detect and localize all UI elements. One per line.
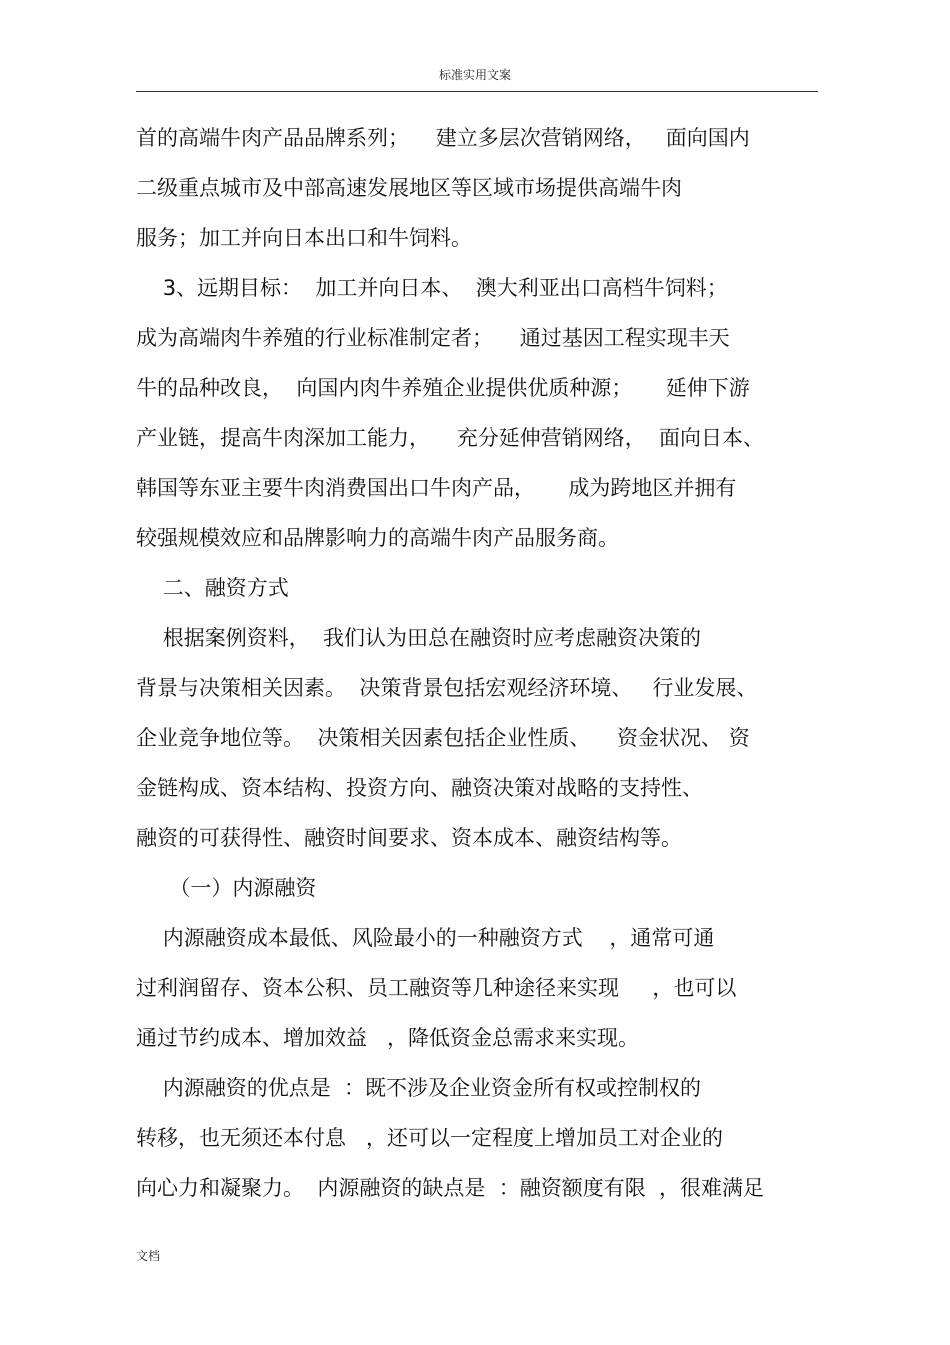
text-line: 内源融资的优点是 ：既不涉及企业资金所有权或控制权的 — [136, 1076, 702, 1100]
text-line: 通过节约成本、增加效益 ，降低资金总需求来实现。 — [136, 1026, 640, 1050]
text-line: 首的高端牛肉产品品牌系列； 建立多层次营销网络， 面向国内 — [136, 126, 750, 150]
text-line: 过利润留存、资本公积、员工融资等几种途径来实现 ，也可以 — [136, 976, 737, 1000]
text-line: 较强规模效应和品牌影响力的高端牛肉产品服务商。 — [136, 526, 619, 550]
text-line: 服务；加工并向日本出口和牛饲料。 — [136, 226, 472, 250]
header-divider — [136, 91, 818, 92]
section-heading: 二、融资方式 — [136, 576, 289, 600]
page-footer-label: 文档 — [136, 1249, 161, 1263]
text-line: 根据案例资料， 我们认为田总在融资时应考虑融资决策的 — [136, 626, 702, 650]
text-line: 企业竞争地位等。 决策相关因素包括企业性质、 资金状况、 资 — [136, 726, 750, 750]
text-line: 牛的品种改良， 向国内肉牛养殖企业提供优质种源； 延伸下游 — [136, 376, 750, 400]
text-line: 向心力和凝聚力。 内源融资的缺点是 ：融资额度有限 ，很难满足 — [136, 1176, 765, 1200]
text-line: 二级重点城市及中部高速发展地区等区域市场提供高端牛肉 — [136, 176, 682, 200]
text-line: 3、远期目标： 加工并向日本、 澳大利亚出口高档牛饲料； — [136, 276, 728, 300]
text-line: 内源融资成本最低、风险最小的一种融资方式 ，通常可通 — [136, 926, 715, 950]
text-line: 产业链，提高牛肉深加工能力， 充分延伸营销网络， 面向日本、 — [136, 426, 765, 450]
text-line: 金链构成、资本结构、投资方向、融资决策对战略的支持性、 — [136, 776, 703, 800]
text-line: 融资的可获得性、融资时间要求、资本成本、融资结构等。 — [136, 826, 682, 850]
text-line: 韩国等东亚主要牛肉消费国出口牛肉产品， 成为跨地区并拥有 — [136, 476, 737, 500]
page-header-title: 标准实用文案 — [438, 68, 511, 82]
subsection-heading: （一）内源融资 — [136, 876, 317, 900]
text-line: 成为高端肉牛养殖的行业标准制定者； 通过基因工程实现丰天 — [136, 326, 730, 350]
text-line: 背景与决策相关因素。 决策背景包括宏观经济环境、 行业发展、 — [136, 676, 758, 700]
text-line: 转移，也无须还本付息 ，还可以一定程度上增加员工对企业的 — [136, 1126, 724, 1150]
document-body — [136, 113, 836, 1213]
